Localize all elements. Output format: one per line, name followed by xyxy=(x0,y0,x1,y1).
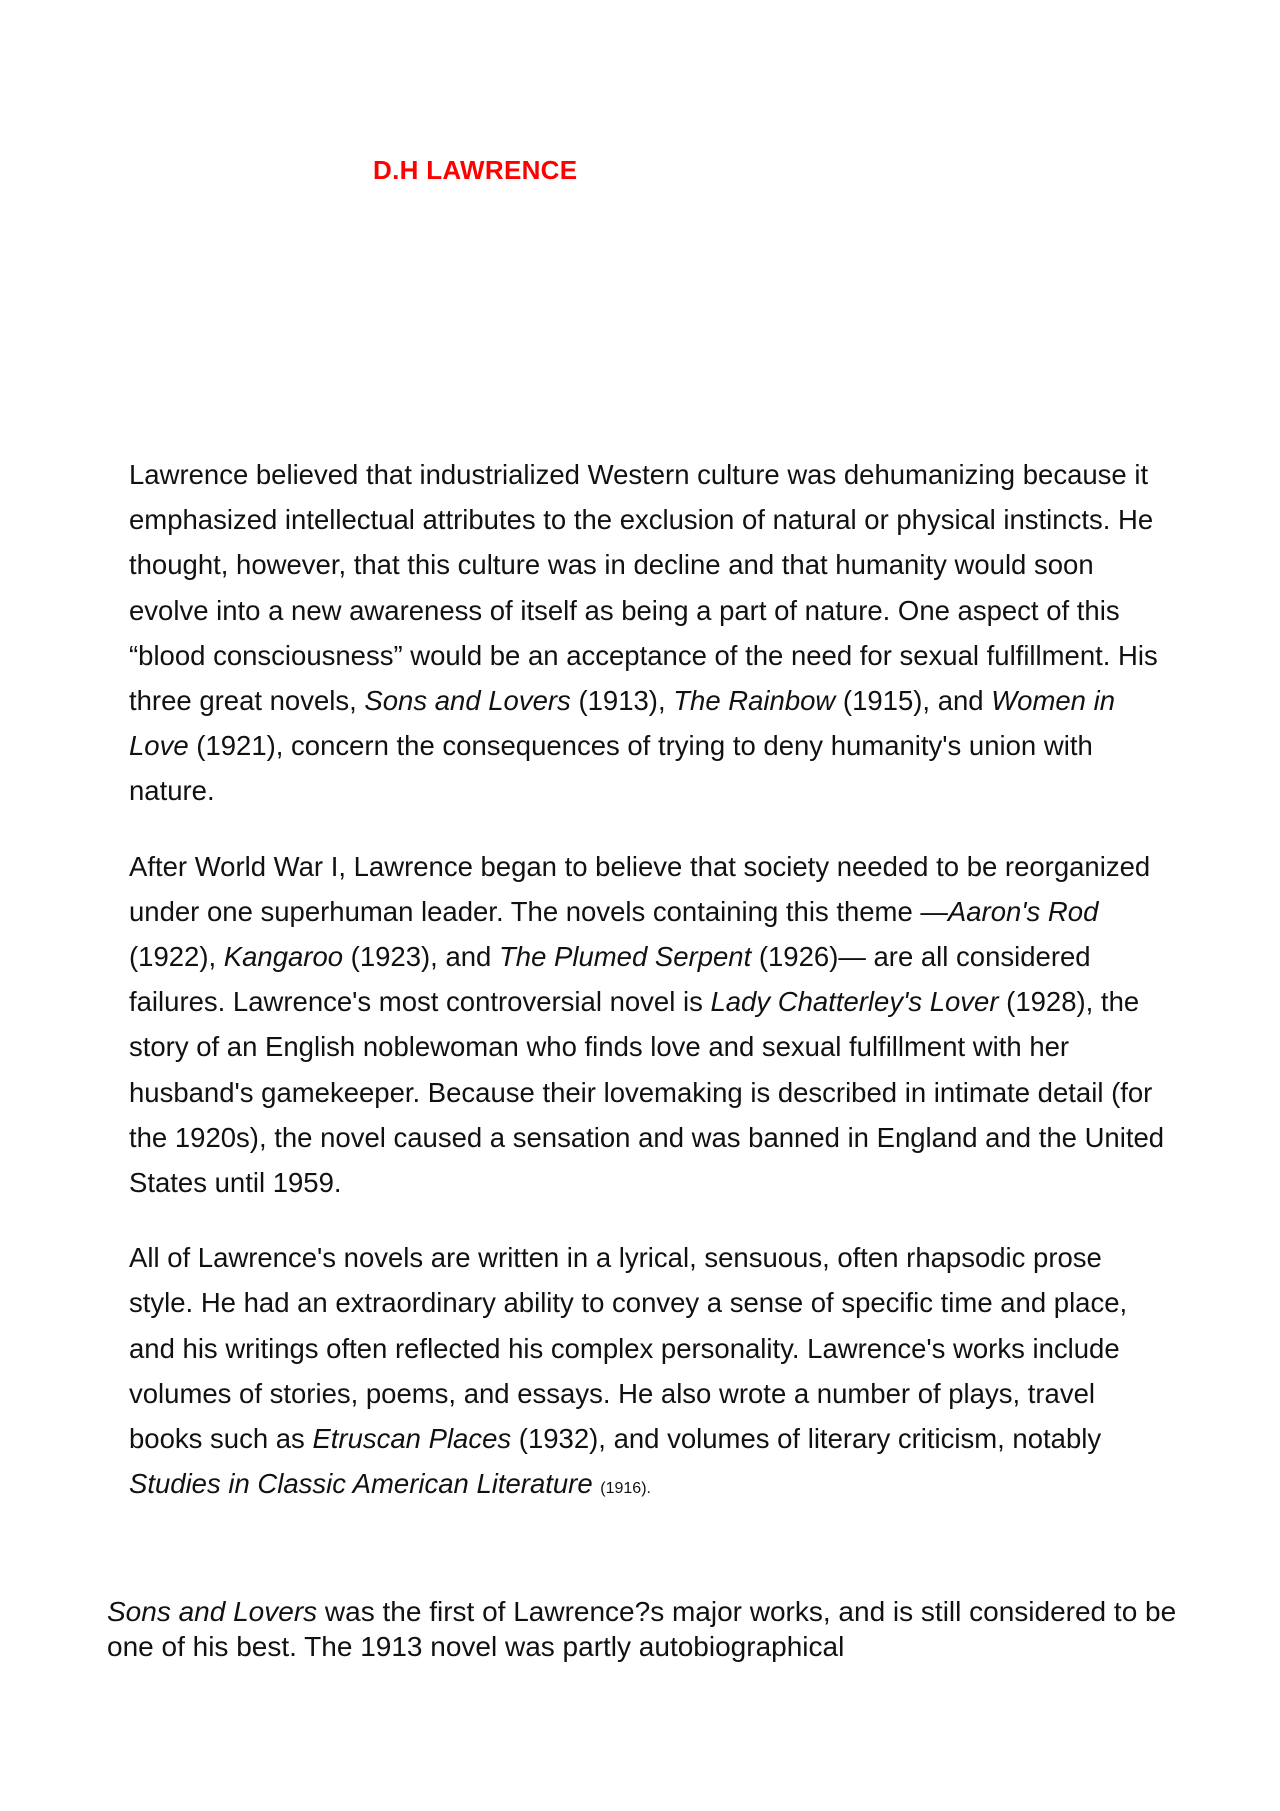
paragraph-1-italic-title: Women in Love xyxy=(129,685,1116,762)
document-body xyxy=(129,452,1169,1541)
paragraph-2-text-run: After World War I, Lawrence began to believe that society needed to be reorganized under one superhuman leader. The novels containing this theme — xyxy=(129,850,1151,927)
trailing-paragraph xyxy=(107,1594,1187,1664)
paragraph-1-italic-title: Sons and Lovers xyxy=(364,685,571,717)
paragraph-1-text-run: Lawrence believed that industrialized Western culture was dehumanizing because it emphasized intellectual attributes to the exclusion of natural or physical instincts. He thought, however, that this culture was in decline and that humanity would soon evolve into a new awareness of itself as being a part of nature. One aspect of this “blood consciousness” would be an acceptance of the need for sexual fulfillment. His three great novels, xyxy=(129,459,1158,717)
paragraph-2-italic-title: Aaron's Rod xyxy=(947,895,1099,927)
paragraph-2-text-run: (1926)— are all considered failures. Lawrence's most controversial novel is xyxy=(129,941,1091,1018)
paragraph-1-text-run: (1913), xyxy=(570,685,674,717)
paragraph-2 xyxy=(129,844,1169,1206)
paragraph-2-italic-title: Kangaroo xyxy=(223,941,344,973)
paragraph-2-text-run: (1928), the story of an English noblewoman who finds love and sexual fulfillment with her husband's gamekeeper. Because their lovemaking is described in intimate detail (for the 1920s), the novel caused a sensation and was banned in England and the United States until 1959. xyxy=(129,986,1165,1199)
paragraph-2-text-run: (1922), xyxy=(129,941,224,973)
paragraph-2-italic-title: Lady Chatterley's Lover xyxy=(710,986,999,1018)
paragraph-3-text-run: All of Lawrence's novels are written in a lyrical, sensuous, often rhapsodic prose style. He had an extraordinary ability to convey a sense of specific time and place, and his writings often reflected his complex personality. Lawrence's works include volumes of stories, poems, and essays. He also wrote a number of plays, travel books such as xyxy=(129,1242,1128,1455)
paragraph-2-italic-title: The Plumed Serpent xyxy=(498,941,752,973)
paragraph-1-text-run: (1915), and xyxy=(835,685,992,717)
paragraph-3-text-run: (1932), and volumes of literary criticism, notably xyxy=(511,1423,1102,1455)
trailing-paragraph-text-run: was the first of Lawrence?s major works, and is still considered to be one of his best. The 1913 novel was partly autobiographical xyxy=(107,1596,1177,1662)
paragraph-3-italic-title: Etruscan Places xyxy=(312,1423,512,1455)
paragraph-2-text-run: (1923), and xyxy=(343,941,499,973)
paragraph-3 xyxy=(129,1235,1169,1511)
paragraph-3-italic-title: Studies in Classic American Literature xyxy=(129,1468,593,1500)
paragraph-3-text-run: (1916). xyxy=(600,1480,651,1498)
document-title: D.H LAWRENCE xyxy=(373,155,578,185)
trailing-paragraph-italic-title: Sons and Lovers xyxy=(107,1596,318,1627)
paragraph-1-italic-title: The Rainbow xyxy=(673,685,836,717)
paragraph-1 xyxy=(129,452,1169,814)
paragraph-1-text-run: (1921), concern the consequences of trying to deny humanity's union with nature. xyxy=(129,730,1093,807)
